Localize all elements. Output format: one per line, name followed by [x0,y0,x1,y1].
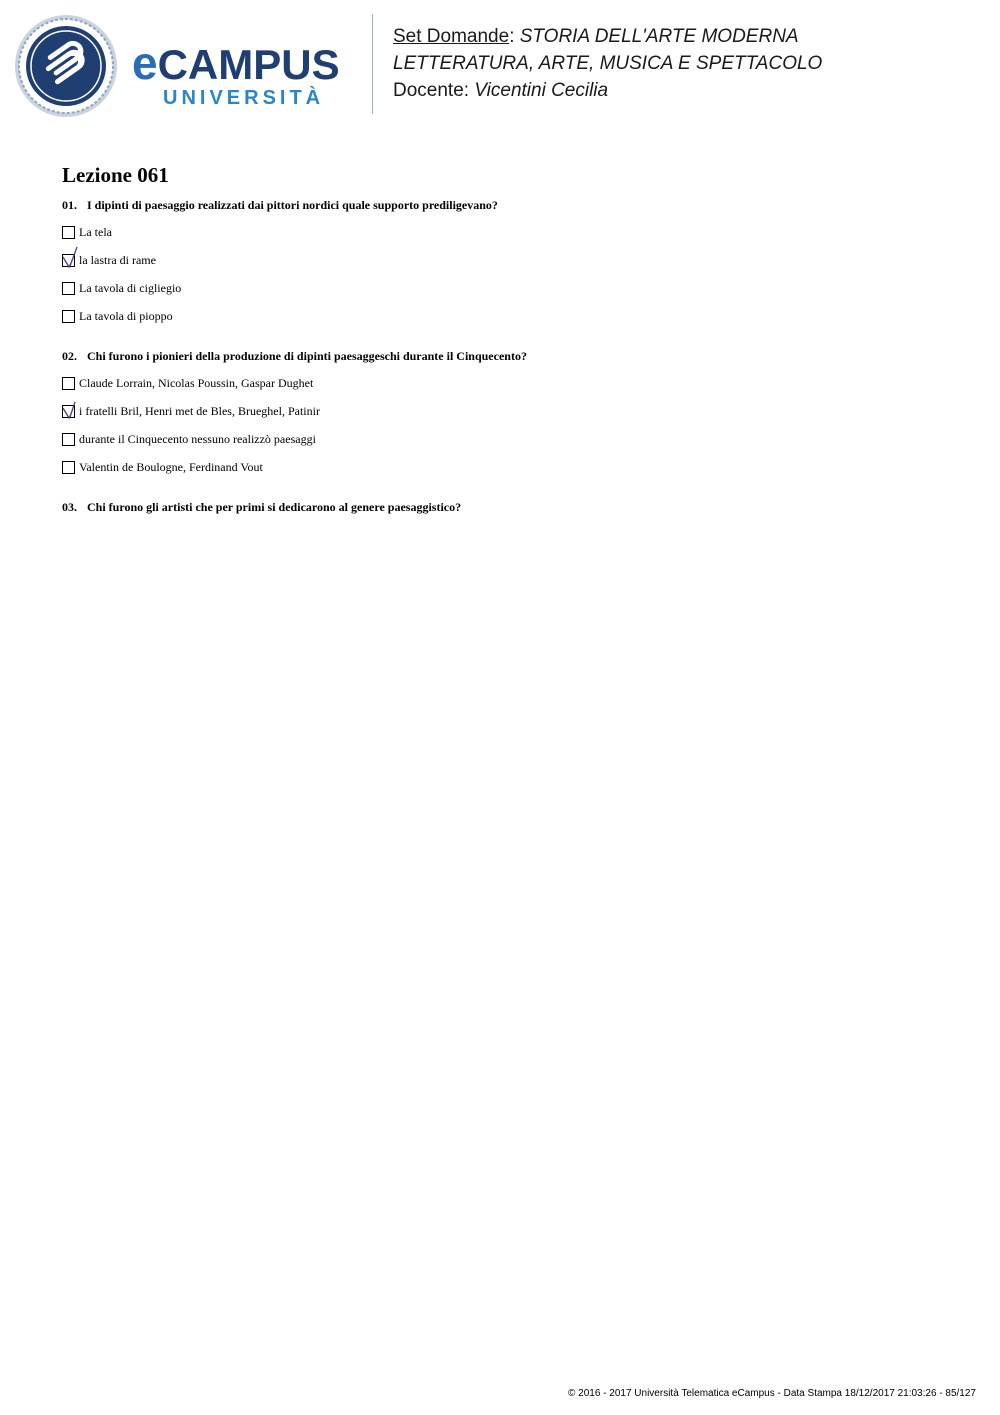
question-01 [62,198,498,213]
question-number: 01. [62,198,77,212]
option-label: La tela [79,224,112,239]
option-q01-b[interactable] [62,252,156,268]
course-line-1: STORIA DELL'ARTE MODERNA [519,26,799,47]
checkbox[interactable] [62,310,75,323]
teacher-name: Vicentini Cecilia [474,80,609,101]
checkbox-checked[interactable] [62,254,75,267]
option-q01-c[interactable] [62,280,181,296]
option-label: durante il Cinquecento nessuno realizzò paesaggi [79,431,316,446]
option-label: Valentin de Boulogne, Ferdinand Vout [79,459,263,474]
checkbox[interactable] [62,433,75,446]
ecampus-seal-icon [14,14,118,118]
option-q02-b[interactable] [62,403,320,419]
checkbox[interactable] [62,282,75,295]
page-footer: © 2016 - 2017 Università Telematica eCampus - Data Stampa 18/12/2017 21:03:26 - 85/127 [568,1388,976,1399]
question-number: 03. [62,500,77,514]
option-q01-d[interactable] [62,308,173,324]
checkbox[interactable] [62,377,75,390]
option-label: La tavola di pioppo [79,308,173,323]
teacher-label: Docente: [393,80,470,101]
option-q02-d[interactable] [62,459,263,475]
option-label: Claude Lorrain, Nicolas Poussin, Gaspar Dughet [79,375,314,390]
set-info: Set Domande: STORIA DELL'ARTE MODERNA LETTERATURA, ARTE, MUSICA E SPETTACOLO Docente: Vicentini Cecilia [393,26,823,101]
check-mark-icon [61,394,79,422]
question-02 [62,349,527,364]
ecampus-logo-subtitle: UNIVERSITÀ [163,87,325,109]
question-text: I dipinti di paesaggio realizzati dai pittori nordici quale supporto prediligevano? [87,198,498,212]
option-label: La tavola di cigliegio [79,280,182,295]
option-q02-a[interactable] [62,375,313,391]
question-text: Chi furono i pionieri della produzione di dipinti paesaggeschi durante il Cinquecento? [87,349,527,363]
checkbox[interactable] [62,226,75,239]
question-number: 02. [62,349,77,363]
question-03 [62,500,461,515]
checkbox-checked[interactable] [62,405,75,418]
checkbox[interactable] [62,461,75,474]
page-header [0,0,1000,130]
option-q02-c[interactable] [62,431,316,447]
ecampus-logo-wordmark: eCAMPUS [132,37,340,89]
header-divider [372,14,373,114]
question-text: Chi furono gli artisti che per primi si dedicarono al genere paesaggistico? [87,500,462,514]
option-q01-a[interactable] [62,224,112,240]
option-label: la lastra di rame [79,252,156,267]
check-mark-icon [61,243,79,271]
lesson-title: Lezione 061 [62,163,169,187]
option-label: i fratelli Bril, Henri met de Bles, Brueghel, Patinir [79,403,320,418]
course-line-2: LETTERATURA, ARTE, MUSICA E SPETTACOLO [393,53,823,74]
set-label: Set Domande [393,26,510,47]
